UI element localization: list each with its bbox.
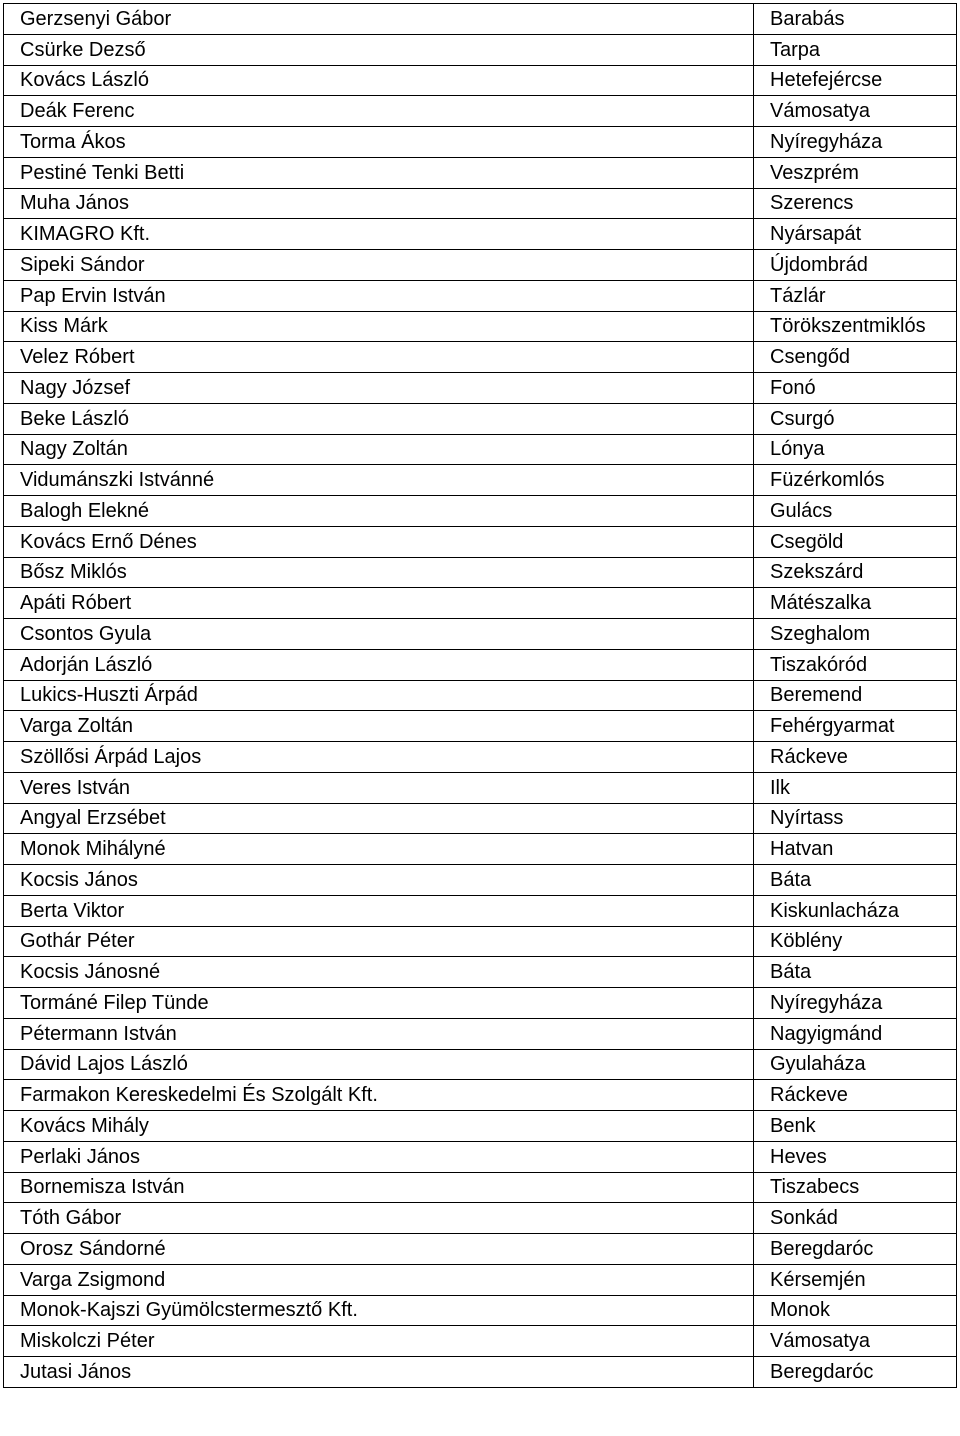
place-cell: Mátészalka	[754, 588, 957, 619]
place-cell: Kérsemjén	[754, 1264, 957, 1295]
name-cell: Velez Róbert	[4, 342, 754, 373]
place-cell: Csegöld	[754, 526, 957, 557]
table-row	[4, 1203, 957, 1234]
name-cell: Pestiné Tenki Betti	[4, 157, 754, 188]
table-row	[4, 926, 957, 957]
table-row	[4, 1172, 957, 1203]
name-cell: Berta Viktor	[4, 895, 754, 926]
name-cell: Orosz Sándorné	[4, 1234, 754, 1265]
table-row	[4, 434, 957, 465]
name-cell: Csürke Dezső	[4, 34, 754, 65]
place-cell: Fehérgyarmat	[754, 711, 957, 742]
table-row	[4, 280, 957, 311]
name-cell: Angyal Erzsébet	[4, 803, 754, 834]
place-cell: Újdombrád	[754, 250, 957, 281]
name-cell: Deák Ferenc	[4, 96, 754, 127]
place-cell: Hetefejércse	[754, 65, 957, 96]
table-row	[4, 157, 957, 188]
place-cell: Heves	[754, 1141, 957, 1172]
name-cell: Csontos Gyula	[4, 619, 754, 650]
name-cell: Apáti Róbert	[4, 588, 754, 619]
table-row	[4, 1018, 957, 1049]
place-cell: Beregdaróc	[754, 1234, 957, 1265]
table-row	[4, 311, 957, 342]
name-cell: Adorján László	[4, 649, 754, 680]
table-row	[4, 65, 957, 96]
table-row	[4, 373, 957, 404]
place-cell: Gyulaháza	[754, 1049, 957, 1080]
place-cell: Vámosatya	[754, 1326, 957, 1357]
name-cell: Jutasi János	[4, 1357, 754, 1388]
place-cell: Beregdaróc	[754, 1357, 957, 1388]
place-cell: Köblény	[754, 926, 957, 957]
name-cell: KIMAGRO Kft.	[4, 219, 754, 250]
name-cell: Pétermann István	[4, 1018, 754, 1049]
place-cell: Csengőd	[754, 342, 957, 373]
place-cell: Szerencs	[754, 188, 957, 219]
table-row	[4, 96, 957, 127]
name-cell: Beke László	[4, 403, 754, 434]
place-cell: Tarpa	[754, 34, 957, 65]
table-row	[4, 188, 957, 219]
name-cell: Nagy Zoltán	[4, 434, 754, 465]
table-row	[4, 772, 957, 803]
names-places-table	[3, 3, 957, 1388]
table-row	[4, 526, 957, 557]
table-row	[4, 34, 957, 65]
place-cell: Tázlár	[754, 280, 957, 311]
name-cell: Tóth Gábor	[4, 1203, 754, 1234]
place-cell: Ráckeve	[754, 742, 957, 773]
name-cell: Muha János	[4, 188, 754, 219]
place-cell: Báta	[754, 865, 957, 896]
name-cell: Bősz Miklós	[4, 557, 754, 588]
table-row	[4, 1326, 957, 1357]
name-cell: Pap Ervin István	[4, 280, 754, 311]
place-cell: Báta	[754, 957, 957, 988]
table-row	[4, 1080, 957, 1111]
name-cell: Balogh Elekné	[4, 496, 754, 527]
name-cell: Tormáné Filep Tünde	[4, 988, 754, 1019]
place-cell: Lónya	[754, 434, 957, 465]
table-row	[4, 988, 957, 1019]
place-cell: Kiskunlacháza	[754, 895, 957, 926]
table-row	[4, 403, 957, 434]
place-cell: Törökszentmiklós	[754, 311, 957, 342]
place-cell: Tiszakóród	[754, 649, 957, 680]
table-row	[4, 127, 957, 158]
place-cell: Monok	[754, 1295, 957, 1326]
table-row	[4, 834, 957, 865]
name-cell: Veres István	[4, 772, 754, 803]
place-cell: Ilk	[754, 772, 957, 803]
table-row	[4, 1141, 957, 1172]
name-cell: Dávid Lajos László	[4, 1049, 754, 1080]
name-cell: Bornemisza István	[4, 1172, 754, 1203]
place-cell: Szekszárd	[754, 557, 957, 588]
place-cell: Beremend	[754, 680, 957, 711]
name-cell: Varga Zsigmond	[4, 1264, 754, 1295]
table-row	[4, 803, 957, 834]
table-row	[4, 1295, 957, 1326]
name-cell: Szöllősi Árpád Lajos	[4, 742, 754, 773]
place-cell: Nyársapát	[754, 219, 957, 250]
table-row	[4, 895, 957, 926]
place-cell: Benk	[754, 1111, 957, 1142]
place-cell: Szeghalom	[754, 619, 957, 650]
table-row	[4, 680, 957, 711]
place-cell: Gulács	[754, 496, 957, 527]
table-row	[4, 588, 957, 619]
table-row	[4, 219, 957, 250]
name-cell: Kocsis Jánosné	[4, 957, 754, 988]
place-cell: Füzérkomlós	[754, 465, 957, 496]
name-cell: Nagy József	[4, 373, 754, 404]
table-row	[4, 1049, 957, 1080]
name-cell: Kovács Mihály	[4, 1111, 754, 1142]
place-cell: Nyírtass	[754, 803, 957, 834]
table-row	[4, 1264, 957, 1295]
place-cell: Csurgó	[754, 403, 957, 434]
place-cell: Nyíregyháza	[754, 127, 957, 158]
table-row	[4, 619, 957, 650]
place-cell: Ráckeve	[754, 1080, 957, 1111]
table-row	[4, 865, 957, 896]
name-cell: Monok Mihályné	[4, 834, 754, 865]
place-cell: Nagyigmánd	[754, 1018, 957, 1049]
table-body	[4, 4, 957, 1388]
table-row	[4, 342, 957, 373]
name-cell: Sipeki Sándor	[4, 250, 754, 281]
place-cell: Sonkád	[754, 1203, 957, 1234]
name-cell: Perlaki János	[4, 1141, 754, 1172]
place-cell: Fonó	[754, 373, 957, 404]
table-row	[4, 1357, 957, 1388]
name-cell: Miskolczi Péter	[4, 1326, 754, 1357]
name-cell: Farmakon Kereskedelmi És Szolgált Kft.	[4, 1080, 754, 1111]
name-cell: Kiss Márk	[4, 311, 754, 342]
name-cell: Vidumánszki Istvánné	[4, 465, 754, 496]
name-cell: Kocsis János	[4, 865, 754, 896]
name-cell: Monok-Kajszi Gyümölcstermesztő Kft.	[4, 1295, 754, 1326]
name-cell: Gerzsenyi Gábor	[4, 4, 754, 35]
table-row	[4, 496, 957, 527]
table-row	[4, 250, 957, 281]
table-row	[4, 649, 957, 680]
place-cell: Hatvan	[754, 834, 957, 865]
table-row	[4, 465, 957, 496]
name-cell: Gothár Péter	[4, 926, 754, 957]
place-cell: Tiszabecs	[754, 1172, 957, 1203]
place-cell: Barabás	[754, 4, 957, 35]
name-cell: Torma Ákos	[4, 127, 754, 158]
name-cell: Kovács László	[4, 65, 754, 96]
name-cell: Kovács Ernő Dénes	[4, 526, 754, 557]
table-row	[4, 4, 957, 35]
table-row	[4, 1111, 957, 1142]
name-cell: Lukics-Huszti Árpád	[4, 680, 754, 711]
name-cell: Varga Zoltán	[4, 711, 754, 742]
table-row	[4, 557, 957, 588]
table-row	[4, 1234, 957, 1265]
place-cell: Vámosatya	[754, 96, 957, 127]
place-cell: Nyíregyháza	[754, 988, 957, 1019]
table-row	[4, 742, 957, 773]
table-row	[4, 957, 957, 988]
table-row	[4, 711, 957, 742]
place-cell: Veszprém	[754, 157, 957, 188]
